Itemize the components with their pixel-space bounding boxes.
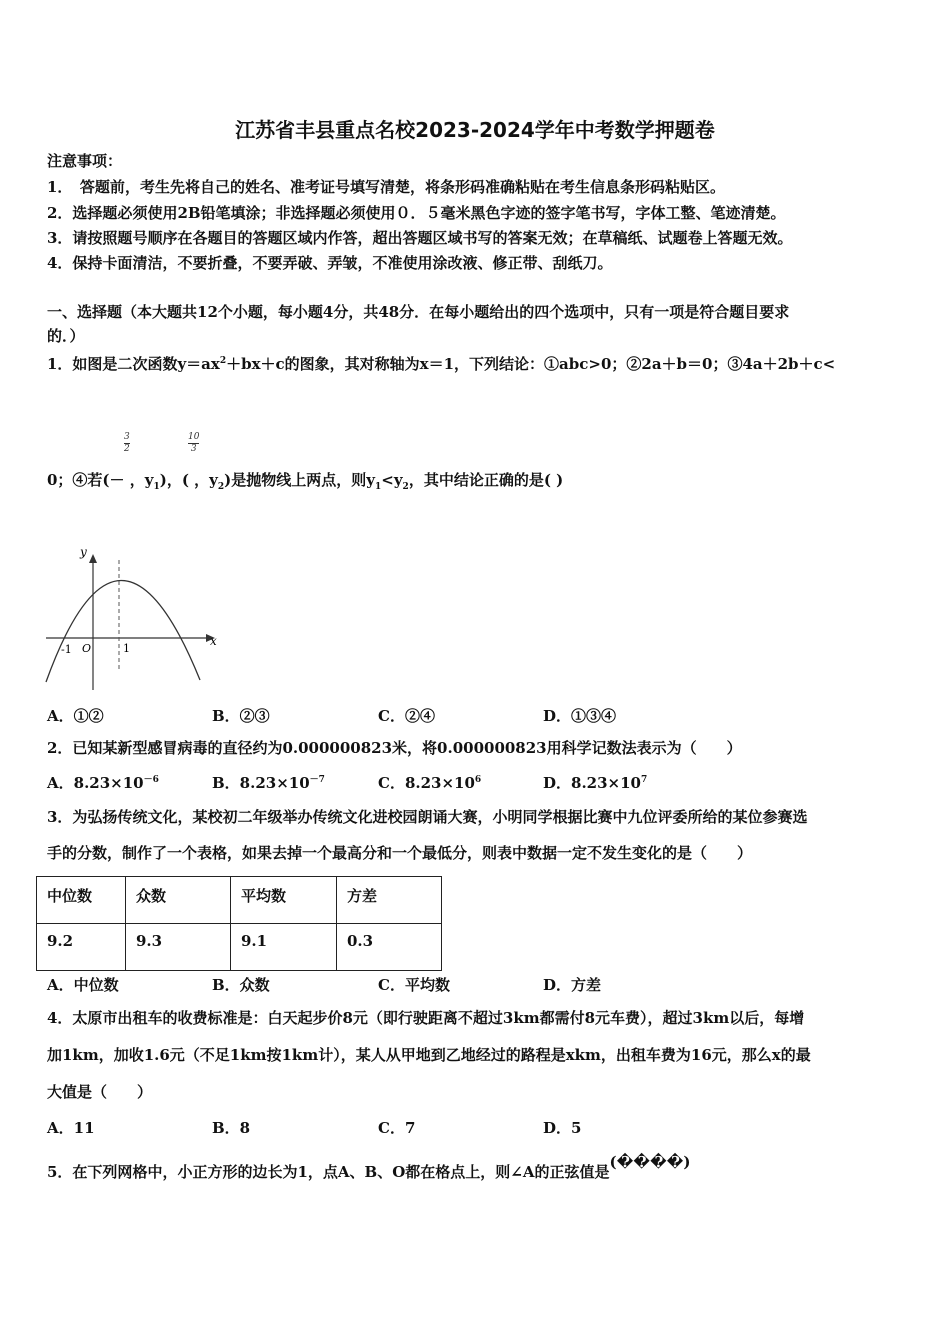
q1-option-d[interactable]: D．①③④: [543, 707, 617, 725]
parabola-curve: [46, 580, 200, 682]
table-cell: 9.1: [231, 924, 337, 971]
q2-option-d[interactable]: D．$8.23\times 10^7$: [543, 774, 648, 792]
q1-option-a[interactable]: A．①②: [47, 707, 104, 725]
table-cell: 9.3: [126, 924, 231, 971]
table-header: 中位数: [37, 877, 126, 924]
section-heading-cont: 的．）: [47, 327, 85, 345]
parabola-graph: [30, 530, 250, 700]
notice-item: 3．请按照题号顺序在各题目的答题区域内作答，超出答题区域书写的答案无效；在草稿纸、试题卷上答题无效。: [47, 229, 793, 247]
table-row: [37, 924, 442, 971]
q3-option-b[interactable]: B．众数: [212, 976, 270, 994]
tick-neg1: -1: [61, 643, 72, 656]
q3-stem: 3．为弘扬传统文化，某校初二年级举办传统文化进校园朗诵大赛，小明同学根据比赛中九位评委所给的某位参赛选: [47, 808, 808, 826]
table-header: 众数: [126, 877, 231, 924]
fraction-3-2: $\frac{3}{2}$: [124, 432, 130, 454]
q2-option-b[interactable]: B．$8.23\times 10^{-7}$: [212, 774, 325, 792]
q3-stem-cont: 手的分数，制作了一个表格，如果去掉一个最高分和一个最低分，则表中数据一定不发生变化的是（ ）: [47, 844, 753, 862]
score-stats-table: [36, 876, 442, 971]
x-label: x: [210, 634, 217, 648]
page-title: 江苏省丰县重点名校2023-2024学年中考数学押题卷: [235, 118, 715, 142]
table-header: 方差: [337, 877, 442, 924]
table-header-row: [37, 877, 442, 924]
q1-stem-cont: 0；④若(－ ，$y_1$)，( ，$y_2$)是抛物线上两点，则$y_1<y_2$，其中结论正确的是( ): [47, 471, 564, 492]
tick-1: 1: [123, 642, 130, 655]
q4-option-a[interactable]: A．11: [47, 1119, 95, 1137]
q3-option-c[interactable]: C．平均数: [378, 976, 450, 994]
fraction-10-3: $\frac{10}{3}$: [188, 432, 200, 454]
notice-item: 4．保持卡面清洁，不要折叠，不要弄破、弄皱，不准使用涂改液、修正带、刮纸刀。: [47, 254, 613, 272]
q3-option-a[interactable]: A．中位数: [47, 976, 119, 994]
table-cell: 9.2: [37, 924, 126, 971]
table-header: 平均数: [231, 877, 337, 924]
y-axis-arrow: [89, 554, 97, 563]
notice-heading: 注意事项：: [47, 152, 123, 170]
q4-stem: 4．太原市出租车的收费标准是：白天起步价8元（即行驶距离不超过3km都需付8元车费），超过3km以后，每增: [47, 1009, 805, 1027]
q2-option-c[interactable]: C．$8.23\times 10^6$: [378, 774, 482, 792]
notice-item: 1． 答题前，考生先将自己的姓名、准考证号填写清楚，将条形码准确粘贴在考生信息条形码粘贴区。: [47, 178, 725, 196]
q2-option-a[interactable]: A．$8.23\times 10^{-6}$: [47, 774, 159, 792]
section-heading: 一、选择题（本大题共12个小题，每小题4分，共48分．在每小题给出的四个选项中，只有一项是符合题目要求: [47, 303, 790, 321]
q4-option-b[interactable]: B．8: [212, 1119, 251, 1137]
q4-option-c[interactable]: C．7: [378, 1119, 416, 1137]
y-label: y: [80, 545, 87, 559]
q1-option-b[interactable]: B．②③: [212, 707, 270, 725]
table-cell: 0.3: [337, 924, 442, 971]
q4-option-d[interactable]: D．5: [543, 1119, 582, 1137]
q2-stem: 2．已知某新型感冒病毒的直径约为0.000000823米，将0.000000823用科学记数法表示为（ ）: [47, 739, 742, 757]
q1-option-c[interactable]: C．②④: [378, 707, 435, 725]
q1-stem: 1．如图是二次函数$y=ax^2+bx+c$的图象，其对称轴为x＝1，下列结论：①abc>0；②2a＋b＝0；③4a＋2b＋c<: [47, 355, 836, 373]
q4-stem-cont: 加1km，加收1.6元（不足1km按1km计），某人从甲地到乙地经过的路程是xkm，出租车费为16元，那么x的最: [47, 1046, 811, 1064]
q3-option-d[interactable]: D．方差: [543, 976, 602, 994]
notice-item: 2．选择题必须使用2B铅笔填涂；非选择题必须使用０．５毫米黑色字迹的签字笔书写，字体工整、笔迹清楚。: [47, 204, 786, 222]
origin-label: O: [82, 642, 92, 655]
q5-stem: 5．在下列网格中，小正方形的边长为1，点A、B、O都在格点上，则∠A的正弦值是(����): [47, 1153, 691, 1181]
q4-stem-cont: 大值是（ ）: [47, 1083, 153, 1101]
